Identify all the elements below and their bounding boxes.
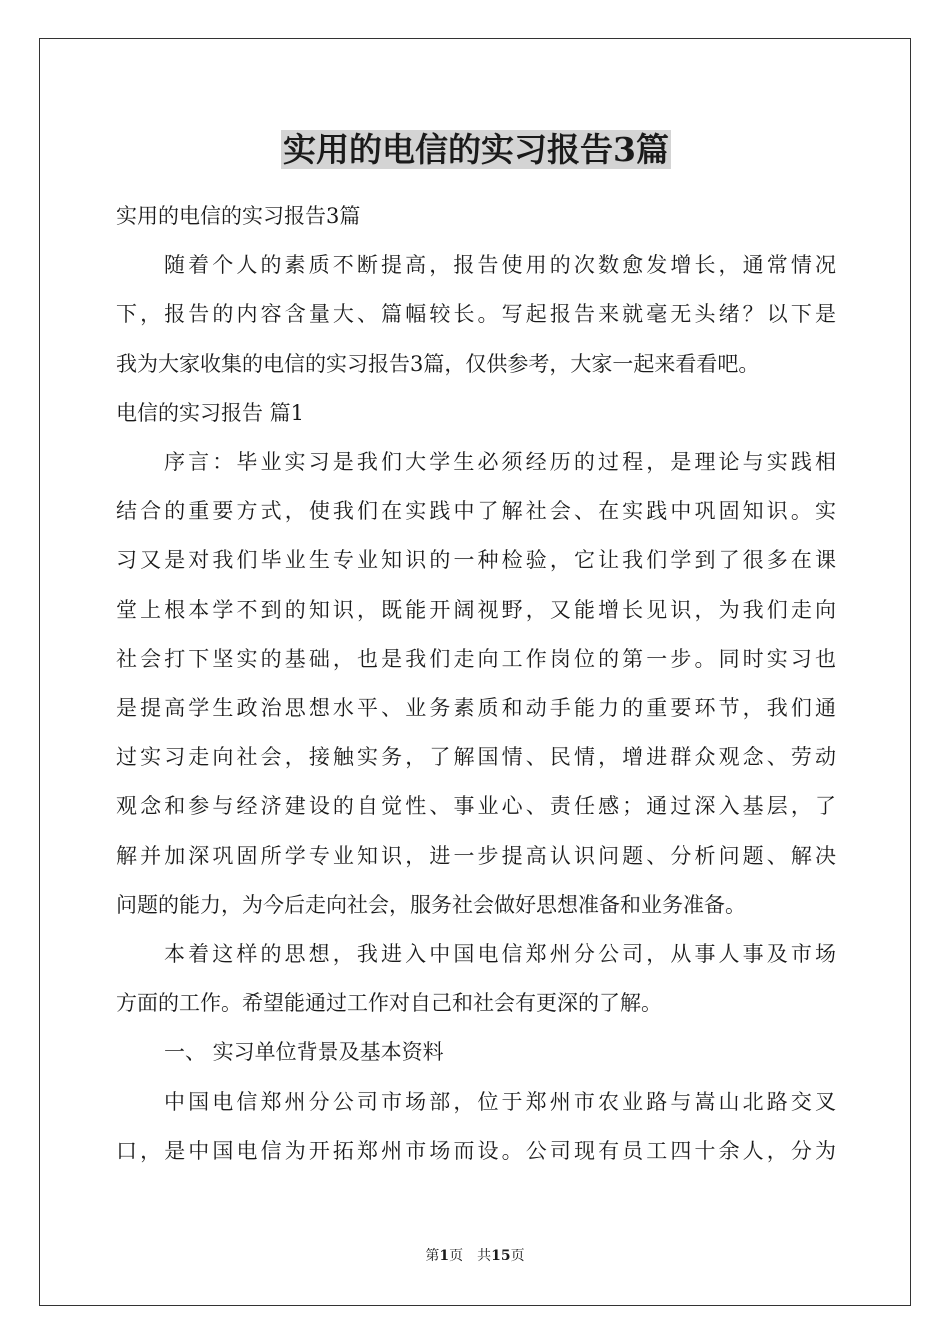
total-prefix: 共: [477, 1248, 492, 1264]
paragraph-line: 我为大家收集的电信的实习报告3篇，仅供参考，大家一起来看看吧。: [116, 351, 760, 376]
document-title: 实用的电信的实习报告3篇: [283, 130, 669, 169]
paragraph-line: 观念和参与经济建设的自觉性、事业心、责任感；通过深入基层，了: [116, 794, 836, 819]
subsection-heading: 一、 实习单位背景及基本资料: [164, 1040, 444, 1065]
total-pages: 15: [491, 1248, 511, 1264]
paragraph-line: 口，是中国电信为开拓郑州市场而设。公司现有员工四十余人，分为: [116, 1138, 836, 1163]
paragraph-line: 是提高学生政治思想水平、业务素质和动手能力的重要环节，我们通: [116, 696, 836, 721]
total-suffix: 页: [510, 1248, 525, 1264]
paragraph-line: 问题的能力，为今后走向社会，服务社会做好思想准备和业务准备。: [116, 892, 746, 917]
paragraph-line: 堂上根本学不到的知识，既能开阔视野，又能增长见识，为我们走向: [116, 597, 836, 622]
paragraph-line: 本着这样的思想，我进入中国电信郑州分公司，从事人事及市场: [164, 942, 836, 967]
paragraph-line: 序言：毕业实习是我们大学生必须经历的过程，是理论与实践相: [164, 450, 836, 475]
paragraph-line: 社会打下坚实的基础，也是我们走向工作岗位的第一步。同时实习也: [116, 646, 836, 671]
document-subtitle: 实用的电信的实习报告3篇: [116, 204, 361, 228]
section-heading: 电信的实习报告 篇1: [116, 400, 305, 425]
paragraph-line: 方面的工作。希望能通过工作对自己和社会有更深的了解。: [116, 991, 662, 1016]
document-body: [116, 120, 836, 1176]
page-prefix: 第: [425, 1248, 440, 1264]
page-suffix: 页: [449, 1248, 464, 1264]
paragraph-line: 结合的重要方式，使我们在实践中了解社会、在实践中巩固知识。实: [116, 499, 836, 524]
paragraph-line: 下，报告的内容含量大、篇幅较长。写起报告来就毫无头绪？以下是: [116, 302, 836, 327]
paragraph-line: 随着个人的素质不断提高，报告使用的次数愈发增长，通常情况: [164, 253, 836, 278]
page-number: 1: [439, 1248, 450, 1264]
page-footer: [0, 1246, 950, 1266]
paragraph-line: 过实习走向社会，接触实务，了解国情、民情，增进群众观念、劳动: [116, 745, 836, 770]
paragraph-line: 解并加深巩固所学专业知识，进一步提高认识问题、分析问题、解决: [116, 843, 836, 868]
paragraph-line: 习又是对我们毕业生专业知识的一种检验，它让我们学到了很多在课: [116, 548, 836, 573]
paragraph-line: 中国电信郑州分公司市场部，位于郑州市农业路与嵩山北路交叉: [164, 1089, 836, 1114]
